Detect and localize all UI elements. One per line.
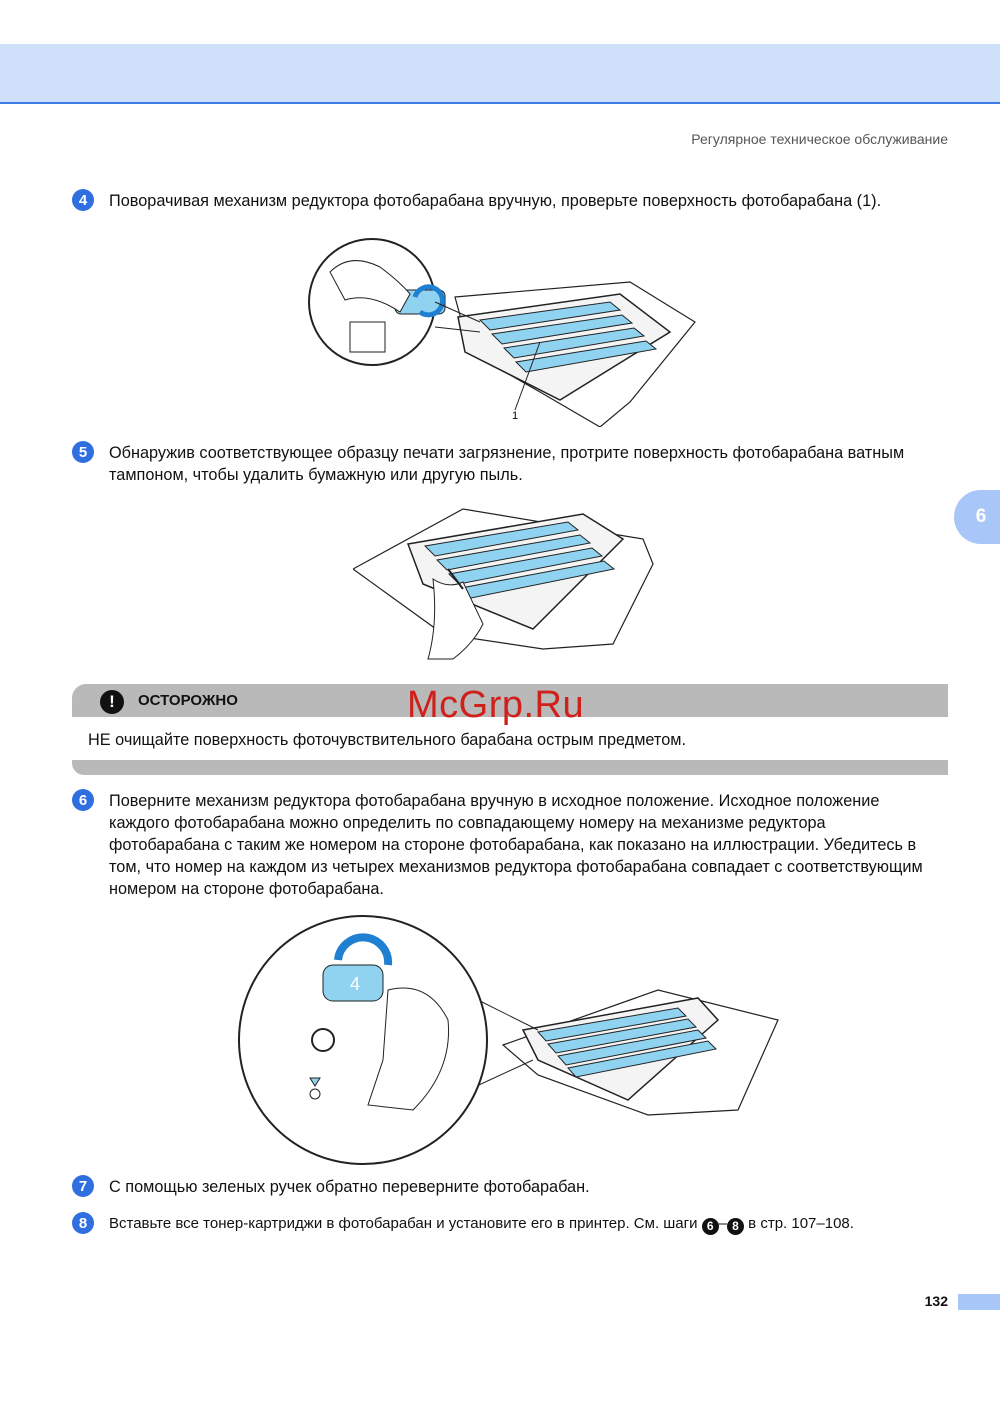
step-text: Обнаружив соответствующее образцу печати загрязнение, протрите поверхность фотобарабана ватным тампоном, чтобы удалить бумажную или другую пыль.	[109, 444, 905, 484]
step-text: С помощью зеленых ручек обратно переверните фотобарабан.	[109, 1178, 590, 1196]
section-title: Регулярное техническое обслуживание	[691, 131, 948, 147]
caution-text: НЕ очищайте поверхность фоточувствительного барабана острым предметом.	[88, 731, 686, 749]
watermark: McGrp.Ru	[407, 684, 585, 726]
figure-drum-gear-alignment	[238, 910, 783, 1172]
step-6	[72, 790, 942, 900]
warning-icon: !	[100, 690, 124, 714]
figure-drum-cleaning	[353, 494, 663, 664]
step-text: Поверните механизм редуктора фотобарабана вручную в исходное положение. Исходное положение каждого фотобарабана можно определить по совпадающему номеру на механизме редуктора фотобарабана с таким же номером на стороне фотобарабана, как показано на иллюстрации. Убедитесь в том, что номер на каждом из четырех механизмов редуктора фотобарабана совпадает с соответствующим номером на стороне фотобарабана.	[109, 792, 923, 898]
figure-drum-inspection	[300, 222, 700, 427]
chapter-tab[interactable]	[954, 490, 1000, 544]
caution-footer-bar	[72, 760, 948, 775]
header-band	[0, 44, 1000, 104]
step-number: 4	[72, 189, 94, 211]
step-text-part: в стр. 107–108.	[744, 1215, 854, 1232]
step-number: 8	[72, 1212, 94, 1234]
step-text-part: Вставьте все тонер-картриджи в фотобарабан и установите его в принтер. См. шаги	[109, 1215, 702, 1232]
step-ref-from[interactable]: 6	[702, 1218, 719, 1235]
page-tab	[958, 1294, 1000, 1310]
step-text	[109, 1213, 854, 1235]
chapter-number: 6	[975, 506, 987, 527]
step-8	[72, 1213, 952, 1235]
step-ref-to[interactable]: 8	[727, 1218, 744, 1235]
gear-number: 4	[350, 974, 361, 994]
callout-label: 1	[512, 410, 519, 422]
step-number: 5	[72, 441, 94, 463]
step-number: 7	[72, 1175, 94, 1197]
step-4	[72, 190, 952, 212]
step-7	[72, 1176, 952, 1198]
page-number: 132	[924, 1293, 948, 1309]
step-number: 6	[72, 789, 94, 811]
caution-title: ОСТОРОЖНО	[138, 692, 238, 709]
step-text: Поворачивая механизм редуктора фотобарабана вручную, проверьте поверхность фотобарабана (1).	[109, 192, 882, 210]
ref-dash: –	[718, 1215, 728, 1232]
step-5	[72, 442, 952, 486]
